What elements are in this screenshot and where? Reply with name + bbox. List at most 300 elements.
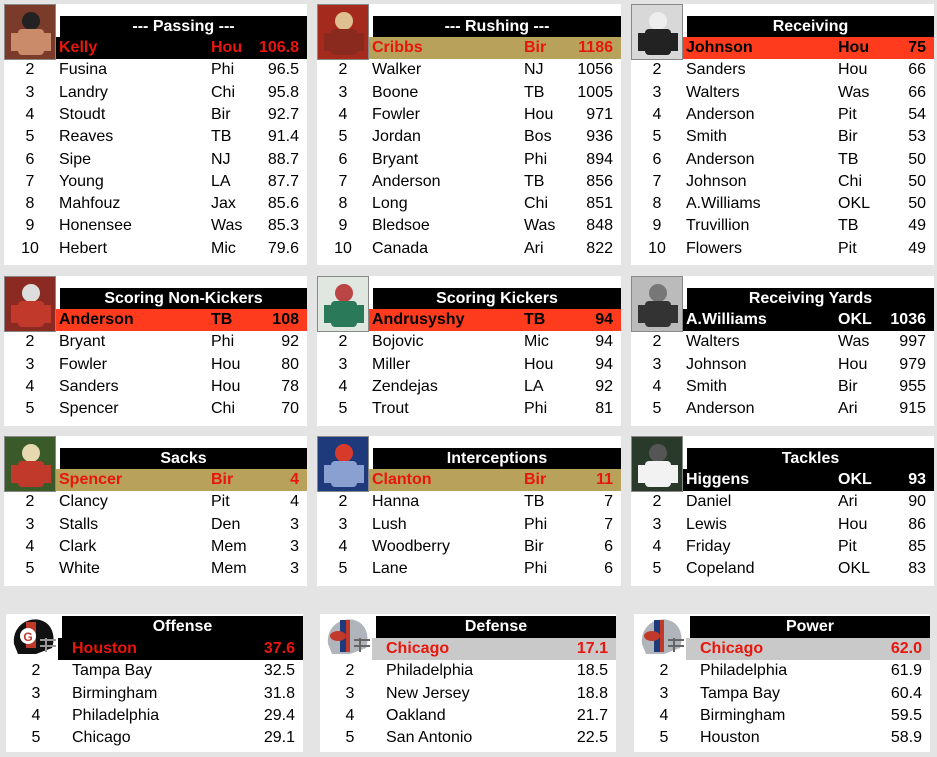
- rank: 3: [659, 684, 669, 702]
- panel-rushing: [317, 4, 621, 265]
- team-abbr: Bir: [838, 377, 858, 395]
- team-abbr: Mem: [211, 560, 247, 578]
- team-name: Chicago: [72, 729, 131, 747]
- stat-value: 31.8: [263, 684, 295, 702]
- team-name: New Jersey: [386, 684, 470, 702]
- team-helmet-icon: [634, 614, 686, 662]
- stat-value: 49: [908, 217, 926, 235]
- team-abbr: TB: [524, 172, 545, 190]
- team-abbr: Was: [838, 83, 870, 101]
- team-abbr: Hou: [211, 377, 241, 395]
- team-abbr: Ari: [838, 493, 858, 511]
- team-abbr: Pit: [838, 537, 857, 555]
- team-name: Tampa Bay: [72, 662, 153, 680]
- stat-value: 96.5: [267, 61, 299, 79]
- leader-row: [683, 469, 934, 491]
- rank: 2: [25, 333, 35, 351]
- panel-title: Power: [690, 616, 930, 638]
- player-name: Johnson: [686, 172, 747, 190]
- player-name: Trout: [372, 400, 409, 418]
- panel-title: Interceptions: [373, 448, 621, 470]
- rank: 4: [25, 377, 35, 395]
- rank: 3: [25, 515, 35, 533]
- stat-value: 92: [595, 377, 613, 395]
- rank: 2: [338, 493, 348, 511]
- table-row: [317, 215, 621, 237]
- stat-value: 936: [586, 128, 613, 146]
- stat-value: 6: [604, 560, 613, 578]
- table-row: [4, 238, 307, 260]
- player-name: Sipe: [59, 150, 92, 168]
- team-name: Chicago: [386, 640, 450, 657]
- table-row: [6, 727, 303, 749]
- player-name: Reaves: [59, 128, 114, 146]
- stat-value: 7: [604, 493, 613, 511]
- table-row: [317, 491, 621, 513]
- stat-value: 54: [908, 105, 926, 123]
- team-abbr: Phi: [211, 61, 235, 79]
- stat-value: 94: [595, 311, 613, 328]
- panel-title: Scoring Non-Kickers: [60, 288, 307, 310]
- player-name: Hanna: [372, 493, 420, 511]
- table-row: [320, 660, 616, 682]
- team-abbr: Pit: [838, 239, 857, 257]
- player-name: Hebert: [59, 239, 108, 257]
- stat-value: 851: [586, 195, 613, 213]
- player-name: Sanders: [686, 61, 746, 79]
- player-name: Anderson: [59, 311, 134, 328]
- team-abbr: Was: [211, 217, 243, 235]
- table-row: [631, 215, 934, 237]
- panel-power: [634, 614, 930, 752]
- table-row: [634, 727, 930, 749]
- rank: 2: [652, 333, 662, 351]
- panel-title: Receiving: [687, 16, 934, 38]
- table-row: [4, 331, 307, 353]
- stat-value: 92.7: [267, 105, 299, 123]
- rank: 4: [659, 706, 669, 724]
- table-row: [317, 104, 621, 126]
- rank: 5: [338, 560, 348, 578]
- team-abbr: Phi: [524, 400, 548, 418]
- rank: 3: [652, 355, 662, 373]
- table-row: [4, 193, 307, 215]
- player-name: Bryant: [59, 333, 106, 351]
- table-row: [317, 82, 621, 104]
- rank: 6: [652, 150, 662, 168]
- team-abbr: Phi: [524, 150, 548, 168]
- table-row: [631, 536, 934, 558]
- stat-value: 66: [908, 83, 926, 101]
- table-row: [317, 238, 621, 260]
- leader-row: [56, 469, 307, 491]
- stat-value: 92: [281, 333, 299, 351]
- stat-value: 29.1: [263, 729, 295, 747]
- player-name: Flowers: [686, 239, 743, 257]
- player-photo: [317, 436, 369, 492]
- player-name: Young: [59, 172, 104, 190]
- player-name: Bojovic: [372, 333, 424, 351]
- player-name: Walters: [686, 83, 740, 101]
- player-photo: [4, 436, 56, 492]
- rank: 4: [652, 537, 662, 555]
- team-abbr: Chi: [838, 172, 863, 190]
- panel-rec-yards: [631, 276, 934, 426]
- rank: 2: [25, 61, 35, 79]
- rank: 7: [338, 172, 348, 190]
- table-row: [4, 558, 307, 580]
- player-name: Stalls: [59, 515, 99, 533]
- player-photo: [4, 276, 56, 332]
- stat-value: 94: [595, 333, 613, 351]
- rank: 5: [652, 560, 662, 578]
- team-name: Houston: [700, 729, 760, 747]
- team-abbr: Mem: [211, 537, 247, 555]
- panel-offense: [6, 614, 303, 752]
- player-name: Fowler: [59, 355, 108, 373]
- stat-value: 93: [908, 471, 926, 488]
- leader-row: [369, 469, 621, 491]
- player-name: Fusina: [59, 61, 108, 79]
- team-abbr: Bir: [211, 471, 234, 488]
- rank: 4: [652, 377, 662, 395]
- stat-value: 18.8: [576, 684, 608, 702]
- player-name: Smith: [686, 377, 727, 395]
- player-name: Spencer: [59, 471, 123, 488]
- stat-value: 53: [908, 128, 926, 146]
- team-name: Philadelphia: [700, 662, 788, 680]
- rank: 9: [25, 217, 35, 235]
- table-row: [631, 104, 934, 126]
- player-name: Spencer: [59, 400, 119, 418]
- player-name: Anderson: [686, 400, 755, 418]
- player-name: Walker: [372, 61, 422, 79]
- table-row: [4, 171, 307, 193]
- team-abbr: Bir: [211, 105, 231, 123]
- table-row: [631, 491, 934, 513]
- rank: 5: [25, 128, 35, 146]
- table-row: [320, 683, 616, 705]
- table-row: [4, 536, 307, 558]
- rank: 5: [25, 560, 35, 578]
- rank: 5: [338, 400, 348, 418]
- team-abbr: Ari: [838, 400, 858, 418]
- team-abbr: Den: [211, 515, 241, 533]
- stat-value: 894: [586, 150, 613, 168]
- rank: 5: [659, 729, 669, 747]
- table-row: [631, 331, 934, 353]
- team-abbr: Bir: [524, 471, 547, 488]
- team-abbr: TB: [524, 493, 545, 511]
- player-name: Lush: [372, 515, 407, 533]
- panel-scoring-k: [317, 276, 621, 426]
- team-abbr: Chi: [211, 83, 236, 101]
- player-name: Johnson: [686, 355, 747, 373]
- panel-title: Tackles: [687, 448, 934, 470]
- table-row: [631, 238, 934, 260]
- table-row: [4, 82, 307, 104]
- team-abbr: Phi: [524, 560, 548, 578]
- stat-value: 70: [281, 400, 299, 418]
- table-row: [631, 514, 934, 536]
- team-abbr: Bir: [524, 39, 547, 56]
- stat-value: 848: [586, 217, 613, 235]
- rank: 5: [338, 128, 348, 146]
- rank: 6: [338, 150, 348, 168]
- team-name: San Antonio: [386, 729, 473, 747]
- player-name: Fowler: [372, 105, 421, 123]
- table-row: [317, 126, 621, 148]
- stat-value: 85.6: [267, 195, 299, 213]
- team-abbr: Was: [838, 333, 870, 351]
- rank: 5: [31, 729, 41, 747]
- rank: 8: [25, 195, 35, 213]
- table-row: [4, 104, 307, 126]
- stat-value: 81: [595, 400, 613, 418]
- stat-value: 75: [908, 39, 926, 56]
- panel-title: Defense: [376, 616, 616, 638]
- rank: 8: [652, 195, 662, 213]
- rank: 4: [25, 105, 35, 123]
- team-abbr: Hou: [211, 39, 243, 56]
- table-row: [4, 398, 307, 420]
- stat-value: 108: [272, 311, 299, 328]
- stat-value: 91.4: [267, 128, 299, 146]
- player-name: Bryant: [372, 150, 419, 168]
- panel-title: Sacks: [60, 448, 307, 470]
- table-row: [6, 683, 303, 705]
- player-name: Long: [372, 195, 408, 213]
- stat-value: 94: [595, 355, 613, 373]
- stat-value: 1056: [577, 61, 613, 79]
- team-helmet-icon: [6, 614, 58, 662]
- player-name: Anderson: [686, 105, 755, 123]
- player-name: Jordan: [372, 128, 421, 146]
- stat-value: 4: [290, 493, 299, 511]
- player-name: Stoudt: [59, 105, 106, 123]
- table-row: [631, 193, 934, 215]
- team-abbr: TB: [838, 150, 859, 168]
- rank: 4: [31, 706, 41, 724]
- player-photo: [631, 4, 683, 60]
- team-name: Oakland: [386, 706, 446, 724]
- table-row: [317, 558, 621, 580]
- rank: 2: [338, 333, 348, 351]
- rank: 3: [338, 83, 348, 101]
- rank: 5: [652, 400, 662, 418]
- rank: 2: [345, 662, 355, 680]
- stat-value: 856: [586, 172, 613, 190]
- team-abbr: NJ: [524, 61, 544, 79]
- player-photo: [4, 4, 56, 60]
- team-abbr: OKL: [838, 311, 872, 328]
- player-photo: [631, 436, 683, 492]
- player-name: Lewis: [686, 515, 727, 533]
- table-row: [4, 491, 307, 513]
- table-row: [4, 149, 307, 171]
- stat-value: 61.9: [890, 662, 922, 680]
- player-name: Mahfouz: [59, 195, 121, 213]
- stat-value: 80: [281, 355, 299, 373]
- table-row: [317, 514, 621, 536]
- player-name: Zendejas: [372, 377, 438, 395]
- stat-value: 7: [604, 515, 613, 533]
- stat-value: 85.3: [267, 217, 299, 235]
- table-row: [320, 705, 616, 727]
- panel-scoring-nk: [4, 276, 307, 426]
- stat-value: 85: [908, 537, 926, 555]
- player-name: Higgens: [686, 471, 750, 488]
- stat-value: 29.4: [263, 706, 295, 724]
- player-name: White: [59, 560, 100, 578]
- panel-passing: [4, 4, 307, 265]
- table-row: [631, 171, 934, 193]
- rank: 3: [652, 83, 662, 101]
- stat-value: 49: [908, 239, 926, 257]
- table-row: [4, 376, 307, 398]
- player-photo: [317, 276, 369, 332]
- panel-title: Scoring Kickers: [373, 288, 621, 310]
- rank: 10: [334, 239, 352, 257]
- panel-title: --- Rushing ---: [373, 16, 621, 38]
- rank: 5: [652, 128, 662, 146]
- table-row: [4, 126, 307, 148]
- team-abbr: Pit: [211, 493, 230, 511]
- leader-row: [683, 309, 934, 331]
- player-name: Smith: [686, 128, 727, 146]
- panel-title: Receiving Yards: [687, 288, 934, 310]
- table-row: [317, 193, 621, 215]
- team-abbr: Hou: [838, 39, 870, 56]
- team-abbr: Phi: [524, 515, 548, 533]
- stat-value: 78: [281, 377, 299, 395]
- team-abbr: TB: [524, 83, 545, 101]
- player-name: Anderson: [686, 150, 755, 168]
- table-row: [317, 149, 621, 171]
- team-name: Philadelphia: [386, 662, 474, 680]
- stat-value: 59.5: [890, 706, 922, 724]
- stat-value: 22.5: [576, 729, 608, 747]
- stat-value: 62.0: [890, 640, 922, 657]
- player-name: Cribbs: [372, 39, 423, 56]
- team-abbr: Hou: [211, 355, 241, 373]
- team-abbr: TB: [211, 128, 232, 146]
- table-row: [631, 558, 934, 580]
- stat-value: 88.7: [267, 150, 299, 168]
- player-name: Anderson: [372, 172, 441, 190]
- leader-row: [369, 309, 621, 331]
- player-photo: [631, 276, 683, 332]
- rank: 4: [652, 105, 662, 123]
- stat-value: 60.4: [890, 684, 922, 702]
- player-name: Andrusyshy: [372, 311, 465, 328]
- team-abbr: LA: [211, 172, 231, 190]
- stat-value: 4: [290, 471, 299, 488]
- leader-row: [56, 309, 307, 331]
- player-name: Johnson: [686, 39, 753, 56]
- stat-value: 1005: [577, 83, 613, 101]
- team-abbr: Pit: [838, 105, 857, 123]
- rank: 3: [345, 684, 355, 702]
- table-row: [317, 354, 621, 376]
- team-abbr: Bir: [838, 128, 858, 146]
- rank: 2: [659, 662, 669, 680]
- stat-value: 18.5: [576, 662, 608, 680]
- team-abbr: Hou: [838, 355, 868, 373]
- player-name: Honensee: [59, 217, 132, 235]
- rank: 9: [652, 217, 662, 235]
- player-name: Clark: [59, 537, 97, 555]
- team-abbr: Bos: [524, 128, 552, 146]
- stat-value: 971: [586, 105, 613, 123]
- player-name: Lane: [372, 560, 408, 578]
- rank: 6: [25, 150, 35, 168]
- team-abbr: Bir: [524, 537, 544, 555]
- panel-receiving: [631, 4, 934, 265]
- rank: 3: [25, 83, 35, 101]
- table-row: [4, 59, 307, 81]
- team-abbr: Mic: [211, 239, 236, 257]
- stat-value: 3: [290, 515, 299, 533]
- rank: 4: [338, 105, 348, 123]
- team-abbr: OKL: [838, 560, 871, 578]
- player-name: Friday: [686, 537, 731, 555]
- rank: 4: [338, 537, 348, 555]
- rank: 7: [25, 172, 35, 190]
- rank: 2: [338, 61, 348, 79]
- stat-value: 66: [908, 61, 926, 79]
- player-name: Clancy: [59, 493, 108, 511]
- stat-value: 822: [586, 239, 613, 257]
- table-row: [631, 149, 934, 171]
- team-helmet-icon: [320, 614, 372, 662]
- player-name: Truvillion: [686, 217, 750, 235]
- table-row: [631, 376, 934, 398]
- table-row: [631, 126, 934, 148]
- leader-row: [686, 638, 930, 660]
- table-row: [4, 215, 307, 237]
- rank: 3: [338, 515, 348, 533]
- stat-value: 21.7: [576, 706, 608, 724]
- team-abbr: OKL: [838, 195, 871, 213]
- stat-value: 90: [908, 493, 926, 511]
- rank: 9: [338, 217, 348, 235]
- rank: 3: [338, 355, 348, 373]
- team-abbr: Ari: [524, 239, 544, 257]
- team-name: Houston: [72, 640, 137, 657]
- team-abbr: Mic: [524, 333, 549, 351]
- panel-title: --- Passing ---: [60, 16, 307, 38]
- player-name: A.Williams: [686, 311, 767, 328]
- table-row: [317, 376, 621, 398]
- team-abbr: TB: [524, 311, 546, 328]
- player-name: Landry: [59, 83, 108, 101]
- table-row: [4, 514, 307, 536]
- rank: 7: [652, 172, 662, 190]
- panel-tackles: [631, 436, 934, 586]
- panel-sacks: [4, 436, 307, 586]
- leader-row: [369, 37, 621, 59]
- stat-value: 17.1: [576, 640, 608, 657]
- team-abbr: Jax: [211, 195, 236, 213]
- team-abbr: Chi: [524, 195, 549, 213]
- stat-value: 50: [908, 195, 926, 213]
- player-name: Kelly: [59, 39, 98, 56]
- team-name: Birmingham: [700, 706, 786, 724]
- stat-value: 37.6: [263, 640, 295, 657]
- rank: 5: [345, 729, 355, 747]
- team-abbr: Hou: [838, 515, 868, 533]
